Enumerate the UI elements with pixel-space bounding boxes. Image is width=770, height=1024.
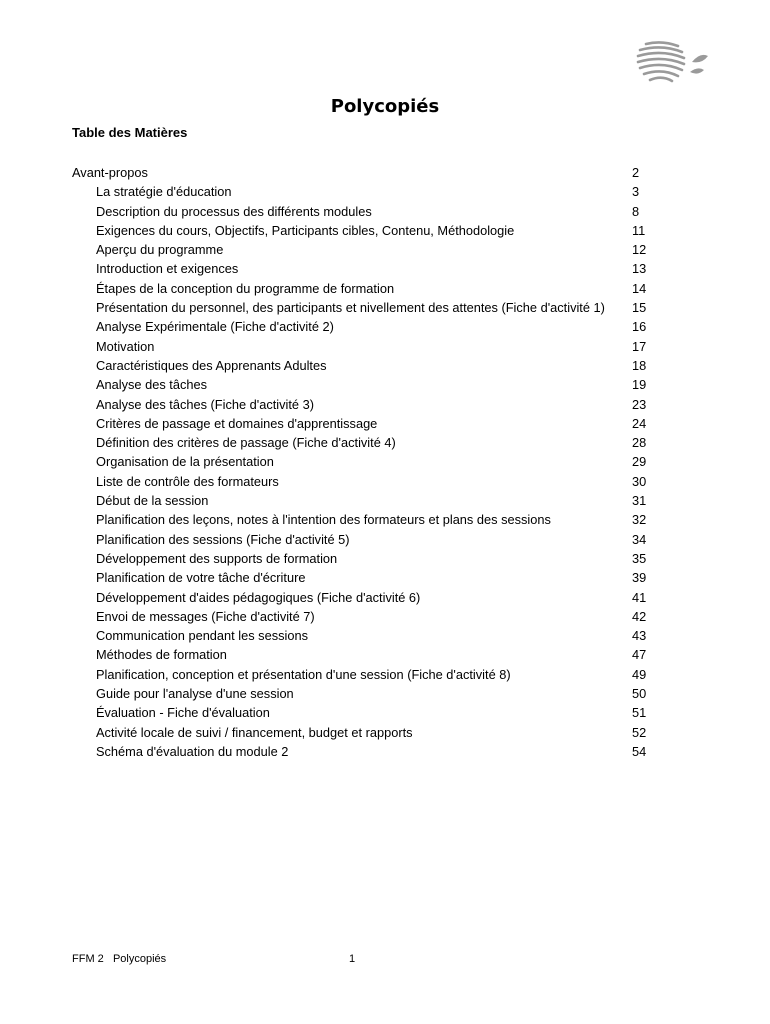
toc-entry (72, 742, 652, 761)
toc-entry-page: 15 (632, 300, 647, 316)
toc-entry (72, 607, 652, 626)
toc-entry (72, 530, 652, 549)
toc-entry-label: Définition des critères de passage (Fiche d'activité 4) (96, 435, 396, 451)
toc-entry-label: Développement d'aides pédagogiques (Fiche d'activité 6) (96, 589, 421, 605)
toc-entry-page: 24 (632, 415, 647, 431)
toc-entry (72, 626, 652, 645)
footer-label: FFM 2 Polycopiés (72, 953, 167, 965)
toc-entry-label: Analyse Expérimentale (Fiche d'activité 2) (96, 319, 334, 335)
page-title: Polycopiés (330, 96, 440, 117)
toc-entry-label: Analyse des tâches (96, 377, 207, 393)
toc-entry-page: 50 (632, 686, 647, 702)
toc-entry (72, 279, 652, 298)
toc-entry (72, 163, 652, 182)
toc-entry-page: 43 (632, 628, 647, 644)
toc-entry-page: 31 (632, 493, 647, 509)
toc-entry-page: 16 (632, 319, 647, 335)
toc-entry (72, 317, 652, 336)
toc-entry-page: 51 (632, 705, 647, 721)
toc-entry-page: 29 (632, 454, 647, 470)
toc-entry-page: 19 (632, 377, 647, 393)
toc-entry (72, 259, 652, 278)
toc-entry-page: 54 (632, 743, 647, 759)
toc-entry-page: 34 (632, 531, 647, 547)
toc-entry-page: 30 (632, 473, 647, 489)
toc-entry-label: Guide pour l'analyse d'une session (96, 686, 294, 702)
toc-entry (72, 684, 652, 703)
toc-entry (72, 395, 652, 414)
toc-entry-page: 41 (632, 589, 647, 605)
toc-entry-page: 14 (632, 280, 647, 296)
toc-entry-label: Activité locale de suivi / financement, budget et rapports (96, 724, 413, 740)
toc-entry-label: Présentation du personnel, des participants et nivellement des attentes (Fiche d'activité 1) (96, 300, 605, 316)
toc-entry-page: 11 (632, 222, 646, 238)
toc-entry (72, 452, 652, 471)
toc-entry-label: Description du processus des différents modules (96, 203, 372, 219)
toc-entry-label: Méthodes de formation (96, 647, 227, 663)
toc-entry (72, 645, 652, 664)
toc-entry-page: 28 (632, 435, 647, 451)
toc-entry-label: Analyse des tâches (Fiche d'activité 3) (96, 396, 314, 412)
globe-leaf-logo-icon (632, 38, 722, 88)
toc-entry-page: 39 (632, 570, 647, 586)
toc-entry-label: Évaluation - Fiche d'évaluation (96, 705, 270, 721)
table-of-contents (72, 163, 652, 761)
toc-entry (72, 356, 652, 375)
toc-entry (72, 202, 652, 221)
toc-entry-label: Planification, conception et présentation d'une session (Fiche d'activité 8) (96, 666, 511, 682)
toc-entry-label: Développement des supports de formation (96, 550, 338, 566)
toc-entry-label: Liste de contrôle des formateurs (96, 473, 279, 489)
toc-entry (72, 298, 652, 317)
toc-entry (72, 414, 652, 433)
toc-entry-page: 52 (632, 724, 647, 740)
toc-entry (72, 240, 652, 259)
toc-entry-page: 35 (632, 550, 647, 566)
toc-entry-label: Avant-propos (72, 165, 148, 180)
toc-entry-page: 13 (632, 261, 647, 277)
toc-entry-label: Début de la session (96, 493, 209, 509)
toc-entry-label: Organisation de la présentation (96, 454, 274, 470)
toc-heading: Table des Matières (72, 125, 188, 140)
toc-entry-label: La stratégie d'éducation (96, 184, 232, 200)
toc-entry (72, 337, 652, 356)
toc-entry-page: 17 (632, 338, 647, 354)
toc-entry (72, 723, 652, 742)
toc-entry-label: Introduction et exigences (96, 261, 239, 277)
toc-entry-page: 12 (632, 242, 647, 258)
toc-entry-label: Planification de votre tâche d'écriture (96, 570, 306, 586)
toc-entry-label: Exigences du cours, Objectifs, Participants cibles, Contenu, Méthodologie (96, 222, 515, 238)
toc-entry-label: Aperçu du programme (96, 242, 224, 258)
toc-entry-page: 3 (632, 184, 640, 200)
toc-entry (72, 510, 652, 529)
toc-entry (72, 472, 652, 491)
toc-entry (72, 182, 652, 201)
toc-entry-page: 8 (632, 203, 640, 219)
toc-entry-page: 42 (632, 608, 647, 624)
toc-entry-page: 32 (632, 512, 647, 528)
toc-entry (72, 433, 652, 452)
toc-entry (72, 588, 652, 607)
toc-entry-label: Schéma d'évaluation du module 2 (96, 743, 289, 759)
toc-entry-label: Motivation (96, 338, 155, 354)
toc-entry (72, 375, 652, 394)
toc-entry (72, 568, 652, 587)
toc-entry-label: Planification des leçons, notes à l'intention des formateurs et plans des sessions (96, 512, 551, 528)
toc-entry-label: Étapes de la conception du programme de formation (96, 280, 395, 296)
toc-entry-page: 2 (632, 165, 640, 180)
toc-entry-label: Caractéristiques des Apprenants Adultes (96, 357, 327, 373)
toc-entry (72, 221, 652, 240)
footer-page-number: 1 (349, 953, 356, 965)
toc-entry-label: Critères de passage et domaines d'apprentissage (96, 415, 378, 431)
toc-entry-label: Envoi de messages (Fiche d'activité 7) (96, 608, 315, 624)
toc-entry-page: 47 (632, 647, 647, 663)
toc-entry-page: 23 (632, 396, 647, 412)
toc-entry-page: 18 (632, 357, 647, 373)
toc-entry (72, 703, 652, 722)
toc-entry-label: Communication pendant les sessions (96, 628, 308, 644)
toc-entry (72, 491, 652, 510)
toc-entry (72, 665, 652, 684)
toc-entry-label: Planification des sessions (Fiche d'activité 5) (96, 531, 350, 547)
toc-entry-page: 49 (632, 666, 647, 682)
toc-entry (72, 549, 652, 568)
